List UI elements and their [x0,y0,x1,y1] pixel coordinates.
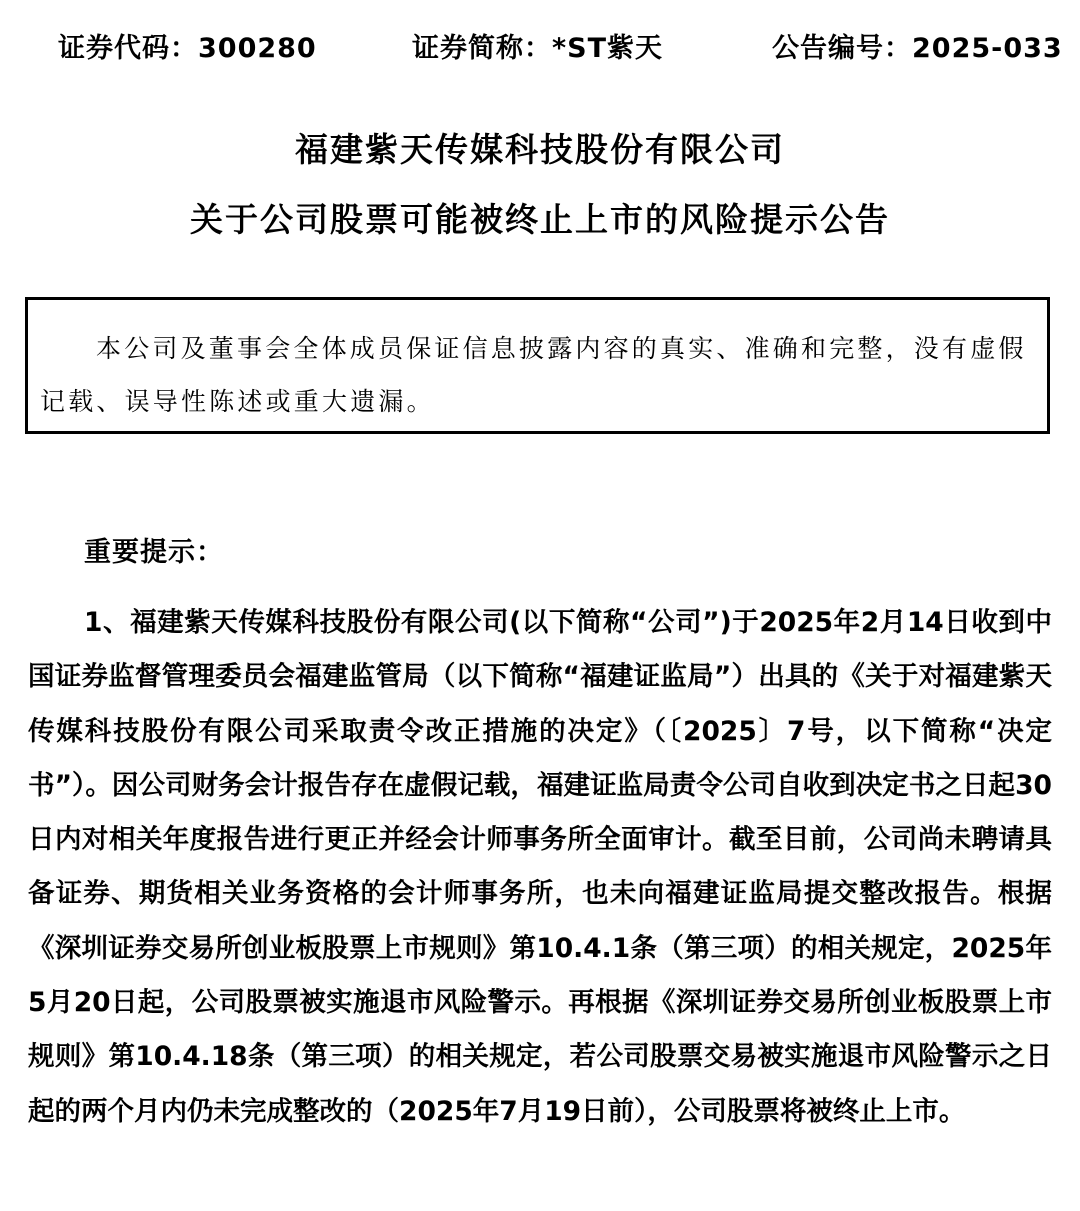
disclosure-statement-text: 本公司及董事会全体成员保证信息披露内容的真实、准确和完整，没有虚假记载、误导性陈述或重大遗漏。 [40,334,1027,416]
document-header [0,22,1080,66]
security-code: 证券代码：300280 [58,33,317,64]
announcement-title: 关于公司股票可能被终止上市的风险提示公告 [190,200,890,239]
important-notice-paragraph: 1、福建紫天传媒科技股份有限公司(以下简称“公司”)于2025年2月14日收到中国证券监督管理委员会福建监管局（以下简称“福建证监局”）出具的《关于对福建紫天传媒科技股份有限公司采取责令改正措施的决定》（〔2025〕7号，以下简称“决定书”）。因公司财务会计报告存在虚假记载，福建证监局责令公司自收到决定书之日起30日内对相关年度报告进行更正并经会计师事务所全面审计。截至目前，公司尚未聘请具备证券、期货相关业务资格的会计师事务所，也未向福建证监局提交整改报告。根据《深圳证券交易所创业板股票上市规则》第10.4.1条（第三项）的相关规定，2025年5月20日起，公司股票被实施退市风险警示。再根据《深圳证券交易所创业板股票上市规则》第10.4.18条（第三项）的相关规定，若公司股票交易被实施退市风险警示之日起的两个月内仍未完成整改的（2025年7月19日前），公司股票将被终止上市。 [28,607,1052,1127]
announcement-number: 公告编号：2025-033 [772,33,1063,64]
disclosure-statement-box [25,297,1050,434]
company-name-title: 福建紫天传媒科技股份有限公司 [295,130,785,169]
security-abbreviation: 证券简称：*ST紫天 [412,33,663,64]
important-notice-heading: 重要提示： [84,537,224,568]
